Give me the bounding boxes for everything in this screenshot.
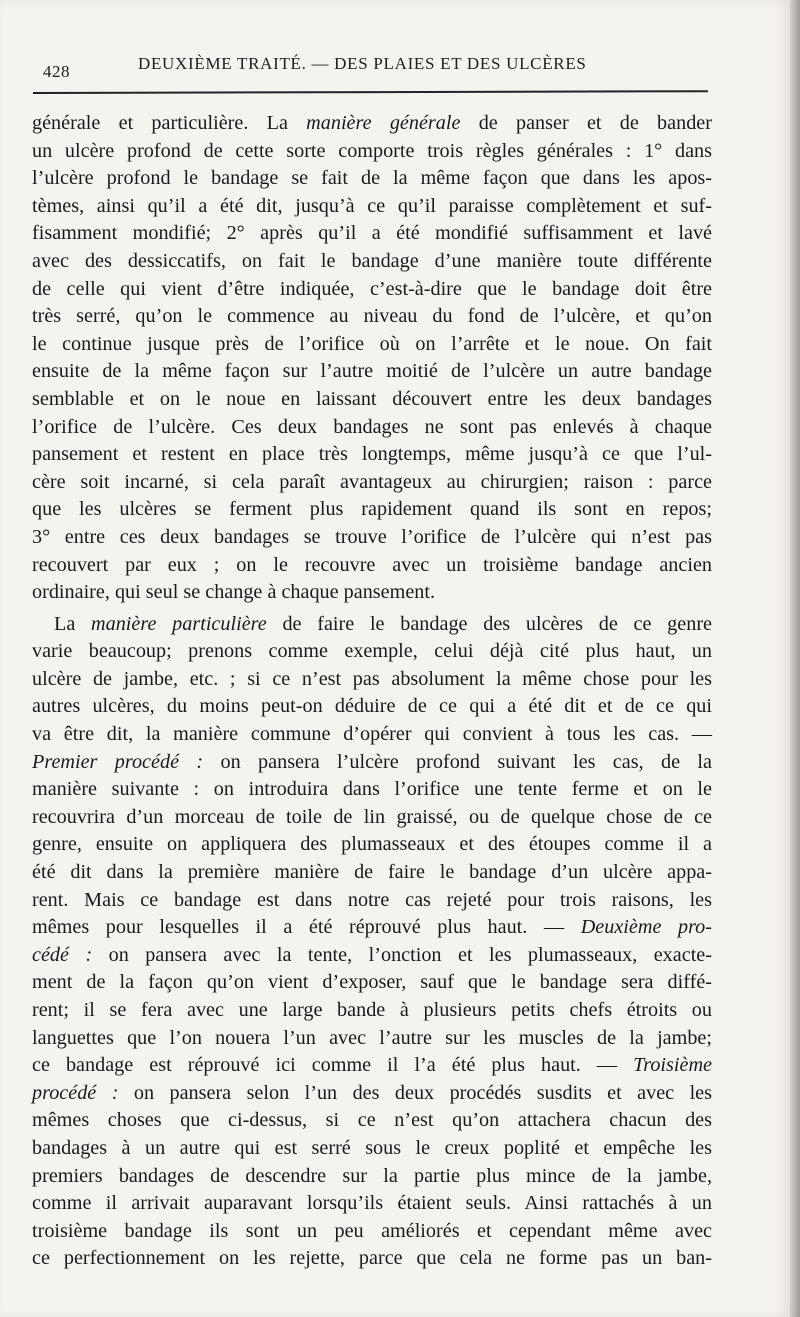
text-line: avec des dessiccatifs, on fait le bandage d’une manière toute différente <box>32 249 712 272</box>
text-line: troisième bandage ils sont un peu améliorés et cependant même avec <box>32 1219 712 1242</box>
text-line: générale et particulière. La manière générale de panser et de bander <box>32 112 712 134</box>
text-line: ulcère de jambe, etc. ; si ce n’est pas absolument la même chose pour les <box>32 667 712 690</box>
text-line: recouvrira d’un morceau de toile de lin graissé, ou de quelque chose de ce <box>32 805 712 828</box>
text-line: premiers bandages de descendre sur la partie plus mince de la jambe, <box>32 1164 712 1187</box>
text-line: le continue jusque près de l’orifice où on l’arrête et le noue. On fait <box>32 332 712 355</box>
text-line: de celle qui vient d’être indiquée, c’est-à-dire que le bandage doit être <box>32 277 712 300</box>
text-line: autres ulcères, du moins peut-on déduire de ce qui a été dit et de ce qui <box>32 695 712 718</box>
text-line: varie beaucoup; prenons comme exemple, celui déjà cité plus haut, un <box>32 640 712 663</box>
body-text <box>32 110 712 1273</box>
text-line: fisamment mondifié; 2° après qu’il a été mondifié suffisamment et lavé <box>32 222 712 245</box>
text-line: l’orifice de l’ulcère. Ces deux bandages ne sont pas enlevés à chaque <box>32 415 712 438</box>
text-line: très serré, qu’on le commence au niveau du fond de l’ulcère, et qu’on <box>32 305 712 328</box>
text-line: pansement et restent en place très longtemps, même jusqu’à ce que l’ul- <box>32 443 712 466</box>
text-line: procédé : on pansera selon l’un des deux procédés susdits et avec les <box>32 1081 712 1104</box>
text-line: manière suivante : on introduira dans l’orifice une tente ferme et on le <box>32 778 712 801</box>
text-line: que les ulcères se ferment plus rapidement quand ils sont en repos; <box>32 498 712 521</box>
text-line: La manière particulière de faire le bandage des ulcères de ce genre <box>54 612 713 635</box>
header-rule <box>33 90 708 94</box>
text-line: recouvert par eux ; on le recouvre avec un troisième bandage ancien <box>32 553 712 576</box>
text-line: cère soit incarné, si cela paraît avantageux au chirurgien; raison : parce <box>32 470 712 493</box>
text-line: va être dit, la manière commune d’opérer qui convient à tous les cas. — <box>32 723 712 746</box>
text-line: un ulcère profond de cette sorte comporte trois règles générales : 1° dans <box>32 139 712 162</box>
text-line: ensuite de la même façon sur l’autre moitié de l’ulcère un autre bandage <box>32 360 712 383</box>
text-line: mêmes pour lesquelles il a été réprouvé plus haut. — Deuxième pro- <box>32 916 713 939</box>
text-line: ce perfectionnement on les rejette, parce que cela ne forme pas un ban- <box>32 1247 712 1270</box>
text-line: ment de la façon qu’on vient d’exposer, sauf que le bandage sera diffé- <box>32 971 712 994</box>
text-line: ordinaire, qui seul se change à chaque pansement. <box>32 581 436 604</box>
text-line: rent. Mais ce bandage est dans notre cas rejeté pour trois raisons, les <box>32 888 712 911</box>
page-header <box>33 40 710 94</box>
text-line: genre, ensuite on appliquera des plumasseaux et des étoupes comme il a <box>32 833 712 856</box>
text-line: 3° entre ces deux bandages se trouve l’orifice de l’ulcère qui n’est pas <box>32 525 712 548</box>
text-line: l’ulcère profond le bandage se fait de la même façon que dans les apos- <box>32 167 712 190</box>
text-line: mêmes choses que ci-dessus, si ce n’est qu’on attachera chacun des <box>32 1109 712 1132</box>
text-line: Premier procédé : on pansera l’ulcère profond suivant les cas, de la <box>32 750 712 773</box>
text-line: cédé : on pansera avec la tente, l’onction et les plumasseaux, exacte- <box>32 943 712 966</box>
page-edge-shadow <box>790 0 800 1317</box>
text-line: tèmes, ainsi qu’il a été dit, jusqu’à ce qu’il paraisse complètement et suf- <box>32 194 712 217</box>
running-title: DEUXIÈME TRAITÉ. — DES PLAIES ET DES ULCÈRES <box>138 54 587 73</box>
text-line: bandages à un autre qui est serré sous le creux poplité et empêche les <box>32 1136 712 1159</box>
text-line: rent; il se fera avec une large bande à plusieurs petits chefs étroits ou <box>32 999 712 1021</box>
text-line: semblable et on le noue en laissant découvert entre les deux bandages <box>32 387 712 410</box>
text-line: été dit dans la première manière de faire le bandage d’un ulcère appa- <box>32 861 712 884</box>
page-number: 428 <box>43 62 70 81</box>
text-line: comme il arrivait auparavant lorsqu’ils étaient seuls. Ainsi rattachés à un <box>32 1192 712 1215</box>
text-line: ce bandage est réprouvé ici comme il l’a été plus haut. — Troisième <box>32 1054 712 1077</box>
text-line: languettes que l’on nouera l’un avec l’autre sur les muscles de la jambe; <box>32 1026 712 1049</box>
